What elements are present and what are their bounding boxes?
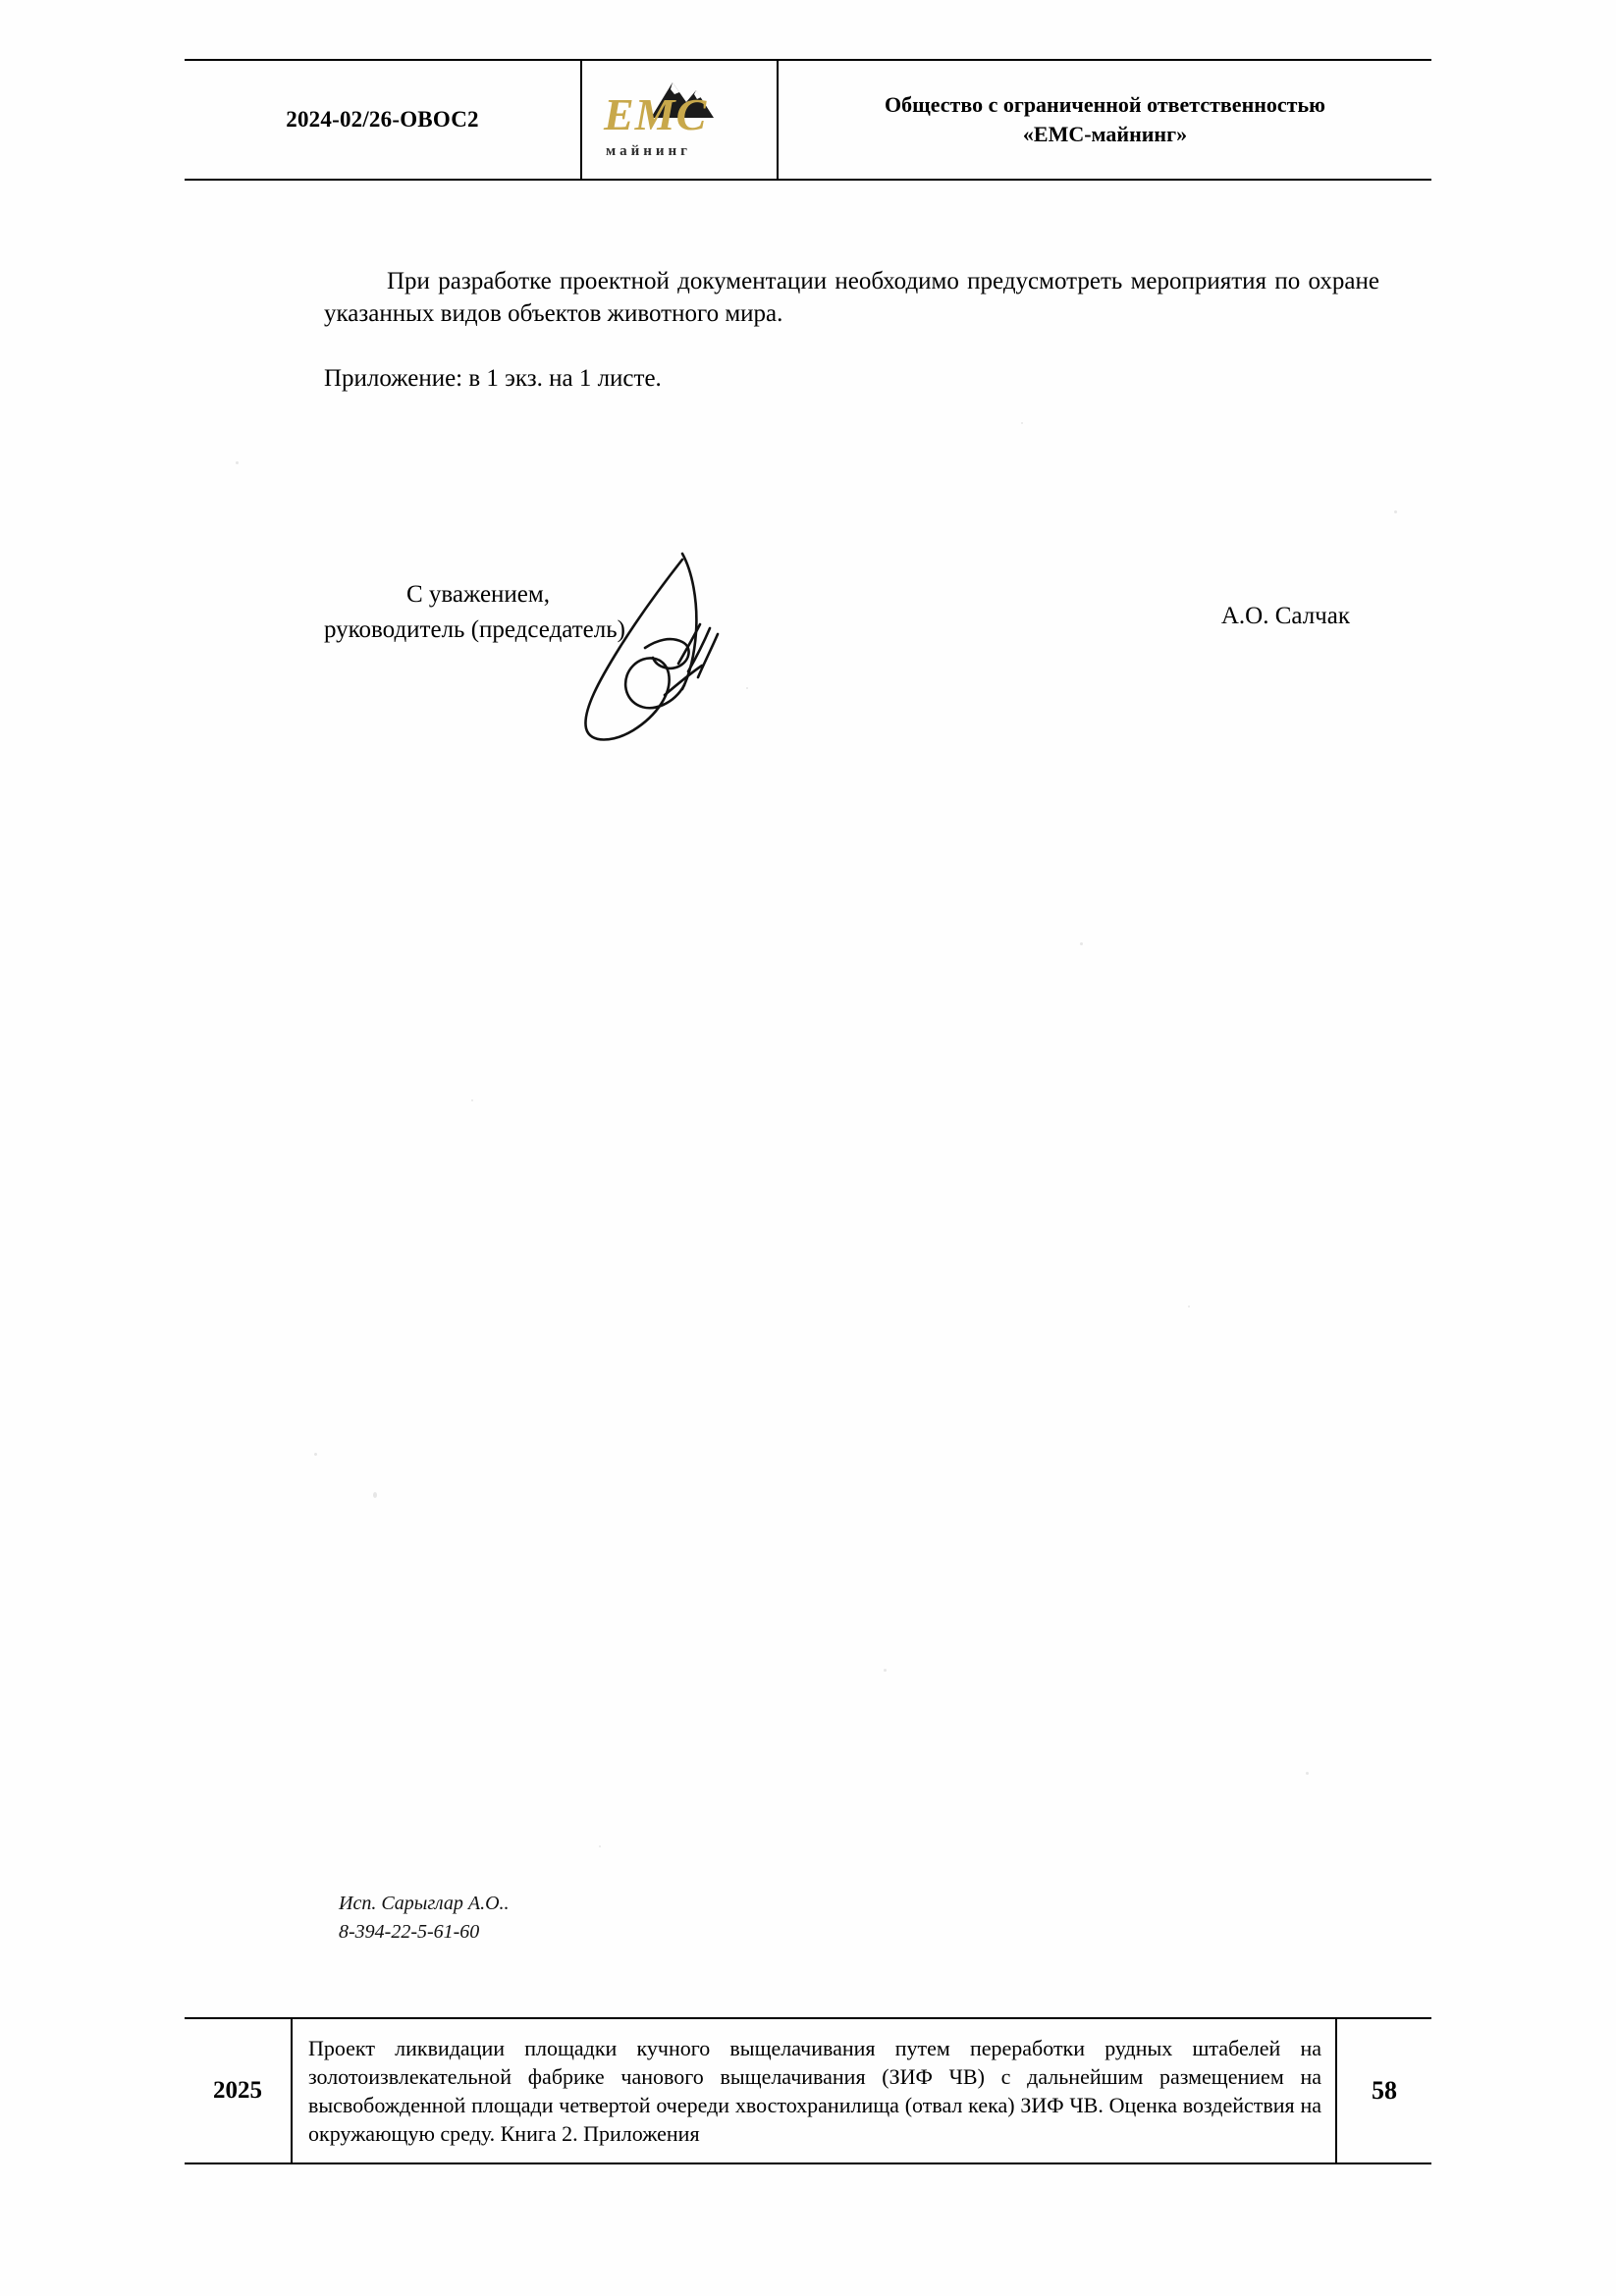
organization-name-line2: «ЕМС-майнинг» — [1022, 122, 1188, 146]
header-org-cell — [779, 61, 1431, 179]
signature-position: руководитель (председатель) — [324, 616, 625, 644]
executor-phone: 8-394-22-5-61-60 — [339, 1921, 480, 1943]
page-number: 58 — [1372, 2076, 1397, 2105]
page-header — [185, 59, 1431, 181]
page-footer — [185, 2017, 1431, 2164]
footer-project-title: Проект ликвидации площадки кучного выщелачивания путем переработки рудных штабелей на золотоизвлекательной фабрике чанового выщелачивания (ЗИФ ЧВ) с дальнейшим размещением на высвобожденной площади четвертой очереди хвостохранилища (отвал кека) ЗИФ ЧВ. Оценка воздействия на окружающую среду. Книга 2. Приложения — [293, 2019, 1337, 2163]
header-logo-cell — [582, 61, 779, 179]
header-doc-code-cell — [185, 61, 582, 179]
body-paragraph-2: Приложение: в 1 экз. на 1 листе. — [324, 364, 662, 392]
organization-name-line1: Общество с ограниченной ответственностью — [885, 92, 1325, 118]
logo-subtext: майнинг — [606, 143, 691, 159]
body-paragraph-1: При разработке проектной документации необходимо предусмотреть мероприятия по охране указанных видов объектов животного мира. — [324, 268, 1379, 328]
signature-block — [324, 577, 1379, 793]
document-body — [324, 265, 1379, 395]
executor-note — [339, 1890, 510, 1947]
signer-name: А.О. Салчак — [1220, 603, 1350, 629]
handwritten-signature-icon — [535, 546, 790, 762]
signature-closing: С уважением, — [406, 581, 550, 608]
document-code: 2024-02/26-ОВОС2 — [286, 107, 479, 132]
logo-wordmark: EMC — [604, 89, 708, 139]
company-logo — [596, 73, 763, 167]
executor-name: Исп. Сарыглар А.О.. — [339, 1893, 510, 1914]
footer-year: 2025 — [185, 2019, 293, 2163]
